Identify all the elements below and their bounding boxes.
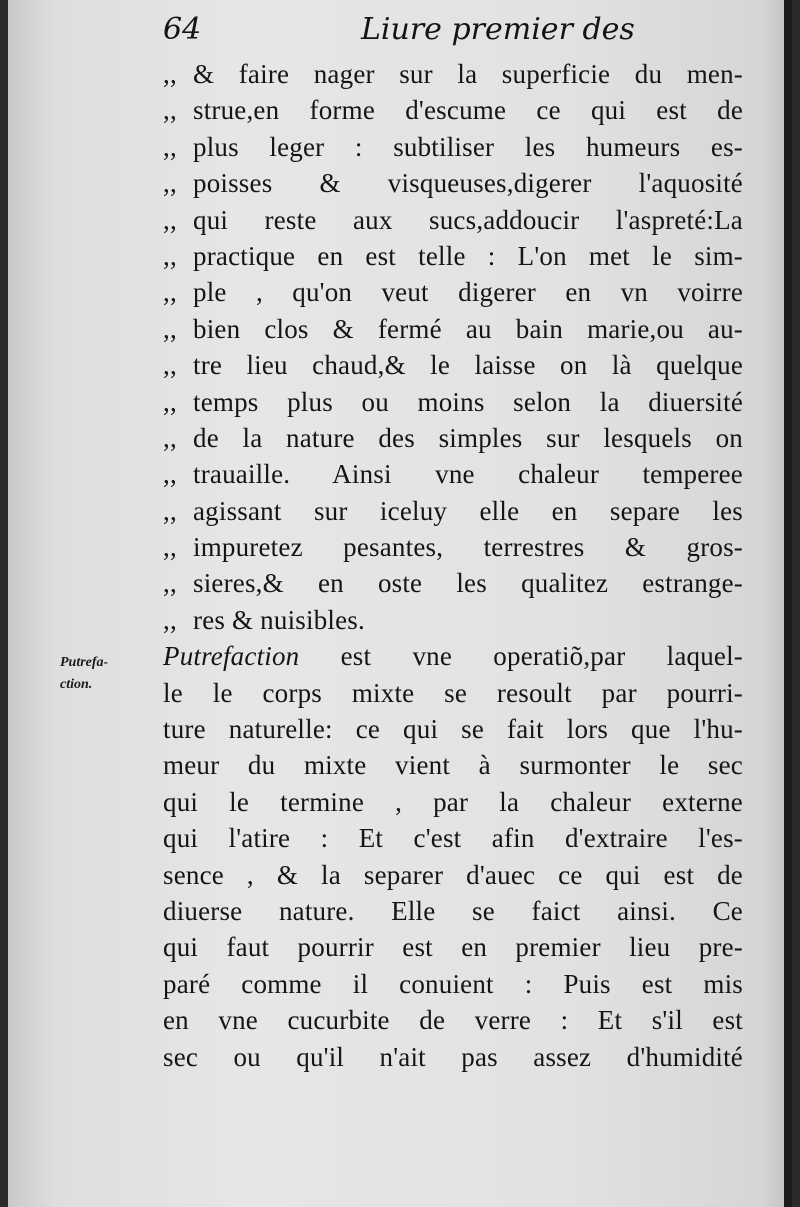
line-text: & faire nager sur la superficie du men- (193, 59, 743, 89)
text-line (163, 165, 743, 201)
text-line (163, 56, 743, 92)
margin-note (60, 652, 130, 696)
line-text: de la nature des simples sur lesquels on (193, 422, 743, 453)
line-text: practique en est telle : L'on met le sim- (193, 240, 743, 271)
line-text: tre lieu chaud,& le laisse on là quelque (193, 350, 743, 381)
margin-note-line: ction. (60, 677, 93, 692)
quote-mark: ,, (163, 168, 177, 199)
line-text: qui faut pourrir est en premier lieu pre- (163, 932, 743, 963)
line-text: qui l'atire : Et c'est afin d'extraire l'es- (163, 823, 743, 854)
text-line (163, 347, 743, 383)
quote-mark: ,, (163, 59, 177, 89)
quote-mark: ,, (163, 568, 177, 599)
line-text: sec ou qu'il n'ait pas assez d'humidité (163, 1041, 743, 1072)
line-text: poisses & visqueuses,digerer l'aquosité (193, 168, 743, 199)
book-page (8, 0, 792, 1207)
text-line (163, 92, 743, 128)
page-header (163, 12, 633, 56)
text-line (163, 493, 743, 529)
quote-mark: ,, (163, 204, 177, 235)
quote-mark: ,, (163, 532, 177, 563)
body-text (163, 56, 743, 1075)
line-text: agissant sur iceluy elle en separe les (193, 495, 743, 526)
page-edge-shadow (784, 0, 792, 1207)
quote-mark: ,, (163, 240, 177, 271)
line-text: plus leger : subtiliser les humeurs es- (193, 131, 743, 162)
quote-mark: ,, (163, 95, 177, 126)
line-text: est vne operatiõ,par laquel- (299, 641, 743, 672)
quote-mark: ,, (163, 313, 177, 344)
quote-mark: ,, (163, 459, 177, 490)
page-number: 64 (163, 12, 202, 47)
line-text: bien clos & fermé au bain marie,ou au- (193, 313, 743, 344)
text-line (163, 675, 743, 711)
text-line (163, 893, 743, 929)
quote-mark: ,, (163, 495, 177, 526)
text-line (163, 784, 743, 820)
quote-mark: ,, (163, 386, 177, 417)
line-text: res & nuisibles. (193, 604, 365, 635)
line-text: diuerse nature. Elle se faict ainsi. Ce (163, 895, 743, 926)
text-line (163, 565, 743, 601)
line-text: qui reste aux sucs,addoucir l'aspreté:La (193, 204, 743, 235)
text-line (163, 238, 743, 274)
text-line (163, 129, 743, 165)
section-term: Putrefaction (163, 641, 300, 672)
margin-note-line: Putrefa- (60, 655, 109, 670)
text-line (163, 857, 743, 893)
line-text: paré comme il conuient : Puis est mis (163, 968, 743, 999)
quote-mark: ,, (163, 604, 177, 635)
text-line (163, 602, 743, 638)
text-line (163, 820, 743, 856)
line-text: qui le termine , par la chaleur externe (163, 786, 743, 817)
line-text: meur du mixte vient à surmonter le sec (163, 750, 743, 781)
text-line (163, 966, 743, 1002)
text-line (163, 420, 743, 456)
text-line (163, 529, 743, 565)
line-text: sieres,& en oste les qualitez estrange- (193, 568, 743, 599)
line-text: le le corps mixte se resoult par pourri- (163, 677, 743, 708)
text-line (163, 747, 743, 783)
line-text: trauaille. Ainsi vne chaleur temperee (193, 459, 743, 490)
quote-mark: ,, (163, 131, 177, 162)
quote-mark: ,, (163, 422, 177, 453)
text-line (163, 274, 743, 310)
running-title: Liure premier des (361, 12, 635, 47)
text-line (163, 311, 743, 347)
line-text: temps plus ou moins selon la diuersité (193, 386, 743, 417)
text-line (163, 202, 743, 238)
text-line (163, 456, 743, 492)
text-line (163, 929, 743, 965)
line-text: sence , & la separer d'auec ce qui est de (163, 859, 743, 890)
text-line (163, 711, 743, 747)
text-line (163, 384, 743, 420)
quote-mark: ,, (163, 350, 177, 381)
quote-mark: ,, (163, 277, 177, 308)
line-text: impuretez pesantes, terrestres & gros- (193, 532, 743, 563)
line-text: strue,en forme d'escume ce qui est de (193, 95, 743, 126)
line-text: ture naturelle: ce qui se fait lors que l'hu- (163, 714, 743, 745)
text-line (163, 1002, 743, 1038)
line-text: ple , qu'on veut digerer en vn voirre (193, 277, 743, 308)
line-text: en vne cucurbite de verre : Et s'il est (163, 1005, 743, 1036)
text-line (163, 1039, 743, 1075)
text-line (163, 638, 743, 674)
